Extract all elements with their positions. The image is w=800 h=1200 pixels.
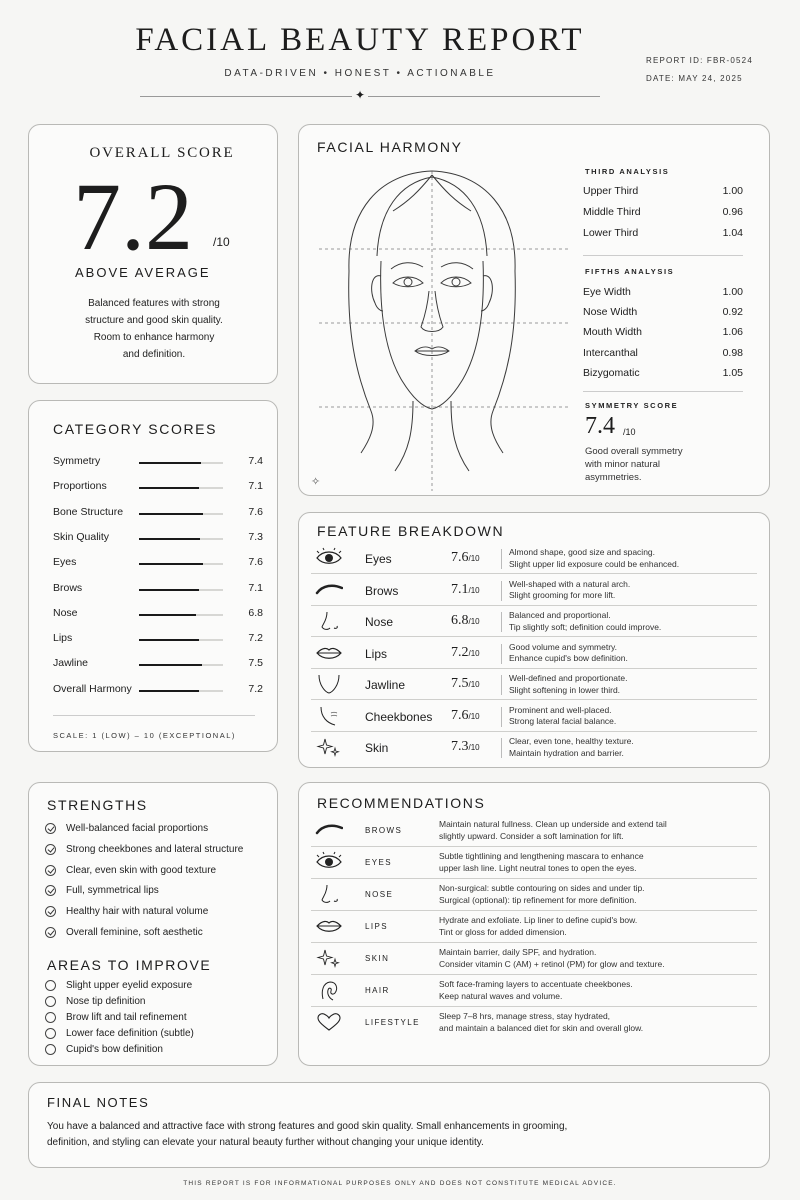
category-bar-track <box>139 614 223 616</box>
face-illustration <box>319 161 569 491</box>
recommendation-description: Maintain barrier, daily SPF, and hydration. Consider vitamin C (AM) + retinol (PM) for glow and texture. <box>439 947 665 969</box>
heart-icon <box>315 1011 345 1033</box>
category-label: Brows <box>53 581 83 594</box>
category-bar-fill <box>139 538 200 540</box>
check-circle-icon <box>45 865 56 876</box>
feature-name: Skin <box>365 741 389 755</box>
cheekbone-icon <box>315 705 343 727</box>
recommendation-name: NOSE <box>365 890 394 899</box>
feature-score: 7.2/10 <box>451 644 480 660</box>
circle-icon <box>45 1028 56 1039</box>
category-value: 7.1 <box>248 581 263 594</box>
overall-score-max: /10 <box>213 235 230 249</box>
strength-text: Strong cheekbones and lateral structure <box>66 843 244 855</box>
category-label: Symmetry <box>53 455 101 467</box>
category-bar-fill <box>139 487 199 489</box>
feature-score: 7.3/10 <box>451 739 480 754</box>
brow-icon <box>315 819 345 841</box>
lips-icon <box>315 642 343 664</box>
recommendations-card <box>298 782 770 1066</box>
recommendation-description: Subtle tightlining and lengthening mascara to enhance upper lash line. Light neutral tones to open the eyes. <box>439 851 644 873</box>
improve-text: Brow lift and tail refinement <box>66 1012 187 1023</box>
overall-score-value: 7.2 <box>73 163 193 270</box>
category-bar-track <box>139 513 223 515</box>
category-row <box>53 506 263 524</box>
feature-score: 7.6/10 <box>451 707 480 723</box>
recommendation-description: Hydrate and exfoliate. Lip liner to define cupid's bow. Tint or gloss for added dimension. <box>439 915 638 937</box>
recommendation-description: Maintain natural fullness. Clean up underside and extend tail slightly upward. Consider a soft lamination for lift. <box>439 819 667 841</box>
check-circle-icon <box>45 906 56 917</box>
category-value: 7.2 <box>248 682 263 695</box>
strength-text: Clear, even skin with good texture <box>66 864 217 876</box>
category-value: 7.6 <box>248 505 263 518</box>
disclaimer: THIS REPORT IS FOR INFORMATIONAL PURPOSES ONLY AND DOES NOT CONSTITUTE MEDICAL ADVICE. <box>183 1180 617 1187</box>
recommendation-row <box>311 911 757 943</box>
feature-name: Eyes <box>365 552 392 566</box>
improve-text: Nose tip definition <box>66 996 146 1007</box>
scale-note: SCALE: 1 (LOW) – 10 (EXCEPTIONAL) <box>53 731 236 740</box>
category-bar-fill <box>139 614 196 616</box>
feature-score: 7.5/10 <box>451 676 480 691</box>
feature-separator <box>501 644 502 664</box>
strengths-card <box>28 782 278 1066</box>
feature-name: Brows <box>365 583 399 598</box>
feature-row <box>311 732 757 763</box>
symmetry-score-heading: SYMMETRY SCORE <box>585 401 679 410</box>
feature-name: Nose <box>365 615 394 629</box>
feature-row <box>311 701 757 732</box>
category-row <box>53 657 263 675</box>
feature-breakdown-heading: FEATURE BREAKDOWN <box>317 523 505 539</box>
category-label: Proportions <box>53 480 107 493</box>
feature-row <box>311 606 757 637</box>
strength-text: Well-balanced facial proportions <box>66 823 209 834</box>
category-value: 7.3 <box>248 530 263 543</box>
feature-score: 7.1/10 <box>451 581 480 597</box>
recommendations-heading: RECOMMENDATIONS <box>317 795 486 811</box>
category-row <box>53 531 263 549</box>
category-bar-track <box>139 690 223 692</box>
symmetry-score-value: 7.4 <box>585 413 615 439</box>
final-notes-card <box>28 1082 770 1168</box>
feature-separator <box>501 581 502 601</box>
category-bar-track <box>139 538 223 540</box>
feature-breakdown-card <box>298 512 770 768</box>
eye-icon <box>315 851 345 873</box>
nose-icon <box>315 883 345 905</box>
facial-harmony-card: FACIAL HARMONY THIRD ANALYSIS Upper Third 1.00 Middle Third 0.96 Lower Third 1.04 FIFTHS ANALYSIS Eye Width 1.00 Nose Width 0.92 Mouth Width 1.06 Intercanthal 0.98 Bizygomatic 1.05 SYMMETRY SCORE 7.4 /10 Good overall symmetry with minor natural asymmetries. ✧ <box>298 124 770 496</box>
strengths-heading: STRENGTHS <box>47 797 148 813</box>
facial-harmony-heading: FACIAL HARMONY <box>317 139 463 155</box>
feature-description: Balanced and proportional. Tip slightly soft; definition could improve. <box>509 610 662 632</box>
category-row <box>53 455 263 473</box>
circle-icon <box>45 996 56 1007</box>
category-bar-track <box>139 462 223 464</box>
category-bar-fill <box>139 639 199 641</box>
report-date: DATE: MAY 24, 2025 <box>646 74 743 83</box>
category-bar-fill <box>139 513 203 515</box>
category-row <box>53 480 263 498</box>
recommendation-name: HAIR <box>365 986 390 995</box>
nose-icon <box>315 610 343 632</box>
feature-row <box>311 669 757 700</box>
category-value: 7.2 <box>248 632 263 645</box>
feature-score: 6.8/10 <box>451 613 480 628</box>
recommendation-row <box>311 1007 757 1047</box>
feature-separator <box>501 549 502 569</box>
header-divider <box>140 96 600 97</box>
third-analysis-heading: THIRD ANALYSIS <box>585 167 670 176</box>
strength-text: Healthy hair with natural volume <box>66 906 209 918</box>
improve-text: Lower face definition (subtle) <box>66 1028 194 1039</box>
recommendation-description: Sleep 7–8 hrs, manage stress, stay hydrated, and maintain a balanced diet for skin and overall glow. <box>439 1011 644 1033</box>
feature-row <box>311 575 757 606</box>
category-label: Jawline <box>53 657 89 670</box>
category-divider <box>53 715 255 716</box>
feature-separator <box>501 675 502 695</box>
feature-description: Well-shaped with a natural arch. Slight grooming for more lift. <box>509 578 631 600</box>
feature-separator <box>501 612 502 632</box>
feature-description: Clear, even tone, healthy texture. Maintain hydration and barrier. <box>509 736 634 758</box>
sparkle-icon <box>315 947 345 969</box>
overall-rating: ABOVE AVERAGE <box>75 265 211 280</box>
recommendation-row <box>311 815 757 847</box>
feature-description: Good volume and symmetry. Enhance cupid's bow definition. <box>509 641 628 663</box>
circle-icon <box>45 1044 56 1055</box>
category-bar-track <box>139 664 223 666</box>
feature-name: Jawline <box>365 678 406 692</box>
recommendation-name: SKIN <box>365 954 390 963</box>
sparkle-icon: ✧ <box>311 476 321 488</box>
check-circle-icon <box>45 927 56 938</box>
category-row <box>53 556 263 574</box>
category-row <box>53 582 263 600</box>
feature-description: Prominent and well-placed. Strong lateral facial balance. <box>509 704 617 726</box>
feature-name: Cheekbones <box>365 709 433 724</box>
areas-to-improve-heading: AREAS TO IMPROVE <box>47 957 212 973</box>
jawline-icon <box>315 673 343 695</box>
lips-icon <box>315 915 345 937</box>
recommendation-row <box>311 847 757 879</box>
overall-description: Balanced features with strong structure and good skin quality. Room to enhance harmony and definition. <box>85 298 223 360</box>
feature-row <box>311 638 757 669</box>
check-circle-icon <box>45 844 56 855</box>
fifths-analysis-heading: FIFTHS ANALYSIS <box>585 267 675 276</box>
category-bar-track <box>139 563 223 565</box>
strength-text: Overall feminine, soft aesthetic <box>66 927 203 938</box>
recommendation-description: Soft face-framing layers to accentuate cheekbones. Keep natural waves and volume. <box>439 979 633 1001</box>
recommendation-name: LIFESTYLE <box>365 1018 420 1027</box>
analysis-divider <box>583 255 743 256</box>
recommendation-name: LIPS <box>365 922 388 931</box>
category-value: 6.8 <box>248 606 263 619</box>
recommendation-name: BROWS <box>365 826 403 835</box>
symmetry-description: Good overall symmetry with minor natural asymmetries. <box>585 446 683 483</box>
category-scores-card <box>28 400 278 752</box>
feature-separator <box>501 707 502 727</box>
category-bar-track <box>139 589 223 591</box>
recommendation-row <box>311 975 757 1007</box>
category-value: 7.5 <box>248 657 263 670</box>
feature-description: Almond shape, good size and spacing. Slight upper lid exposure could be enhanced. <box>509 547 680 569</box>
circle-icon <box>45 980 56 991</box>
category-row <box>53 632 263 650</box>
divider-star-icon: ✦ <box>352 88 368 102</box>
category-bar-track <box>139 639 223 641</box>
category-label: Bone Structure <box>53 505 124 518</box>
category-value: 7.6 <box>248 556 263 569</box>
overall-score-card <box>28 124 278 384</box>
final-notes-heading: FINAL NOTES <box>47 1095 150 1110</box>
feature-score: 7.6/10 <box>451 550 480 565</box>
category-label: Overall Harmony <box>53 682 132 695</box>
strength-text: Full, symmetrical lips <box>66 885 159 897</box>
hair-icon <box>315 979 345 1001</box>
recommendation-row <box>311 879 757 911</box>
category-bar-track <box>139 487 223 489</box>
circle-icon <box>45 1012 56 1023</box>
brow-icon <box>315 579 343 601</box>
feature-description: Well-defined and proportionate. Slight softening in lower third. <box>509 673 628 695</box>
recommendation-description: Non-surgical: subtle contouring on sides and under tip. Surgical (optional): tip refinement for more definition. <box>439 883 645 905</box>
feature-row <box>311 543 757 574</box>
category-bar-fill <box>139 664 202 666</box>
improve-text: Cupid's bow definition <box>66 1044 163 1055</box>
category-value: 7.4 <box>248 455 263 467</box>
check-circle-icon <box>45 823 56 834</box>
feature-separator <box>501 738 502 758</box>
overall-score-heading: OVERALL SCORE <box>89 145 235 161</box>
analysis-divider <box>583 391 743 392</box>
recommendation-row <box>311 943 757 975</box>
category-row <box>53 607 263 625</box>
improve-text: Slight upper eyelid exposure <box>66 980 193 991</box>
category-bar-fill <box>139 462 201 464</box>
category-label: Nose <box>53 606 78 619</box>
symmetry-score-max: /10 <box>623 427 636 437</box>
check-circle-icon <box>45 885 56 896</box>
category-bar-fill <box>139 563 203 565</box>
category-label: Eyes <box>53 556 77 569</box>
final-notes-text: You have a balanced and attractive face with strong features and good skin quality. Small enhancements in grooming, definition, and styling can elevate your natural beauty further without changing your unique identity. <box>47 1121 568 1148</box>
category-row <box>53 683 263 701</box>
page-title: FACIAL BEAUTY REPORT <box>135 22 585 58</box>
category-scores-heading: CATEGORY SCORES <box>53 421 218 437</box>
feature-name: Lips <box>365 646 388 661</box>
category-bar-fill <box>139 690 199 692</box>
category-label: Lips <box>53 632 73 645</box>
page-subtitle: DATA-DRIVEN • HONEST • ACTIONABLE <box>224 68 496 79</box>
report-id: REPORT ID: FBR-0524 <box>646 56 753 65</box>
recommendation-name: EYES <box>365 858 392 867</box>
eye-icon <box>315 547 343 569</box>
category-value: 7.1 <box>248 480 263 493</box>
sparkle-icon <box>315 736 343 758</box>
category-bar-fill <box>139 589 199 591</box>
category-label: Skin Quality <box>53 530 110 543</box>
